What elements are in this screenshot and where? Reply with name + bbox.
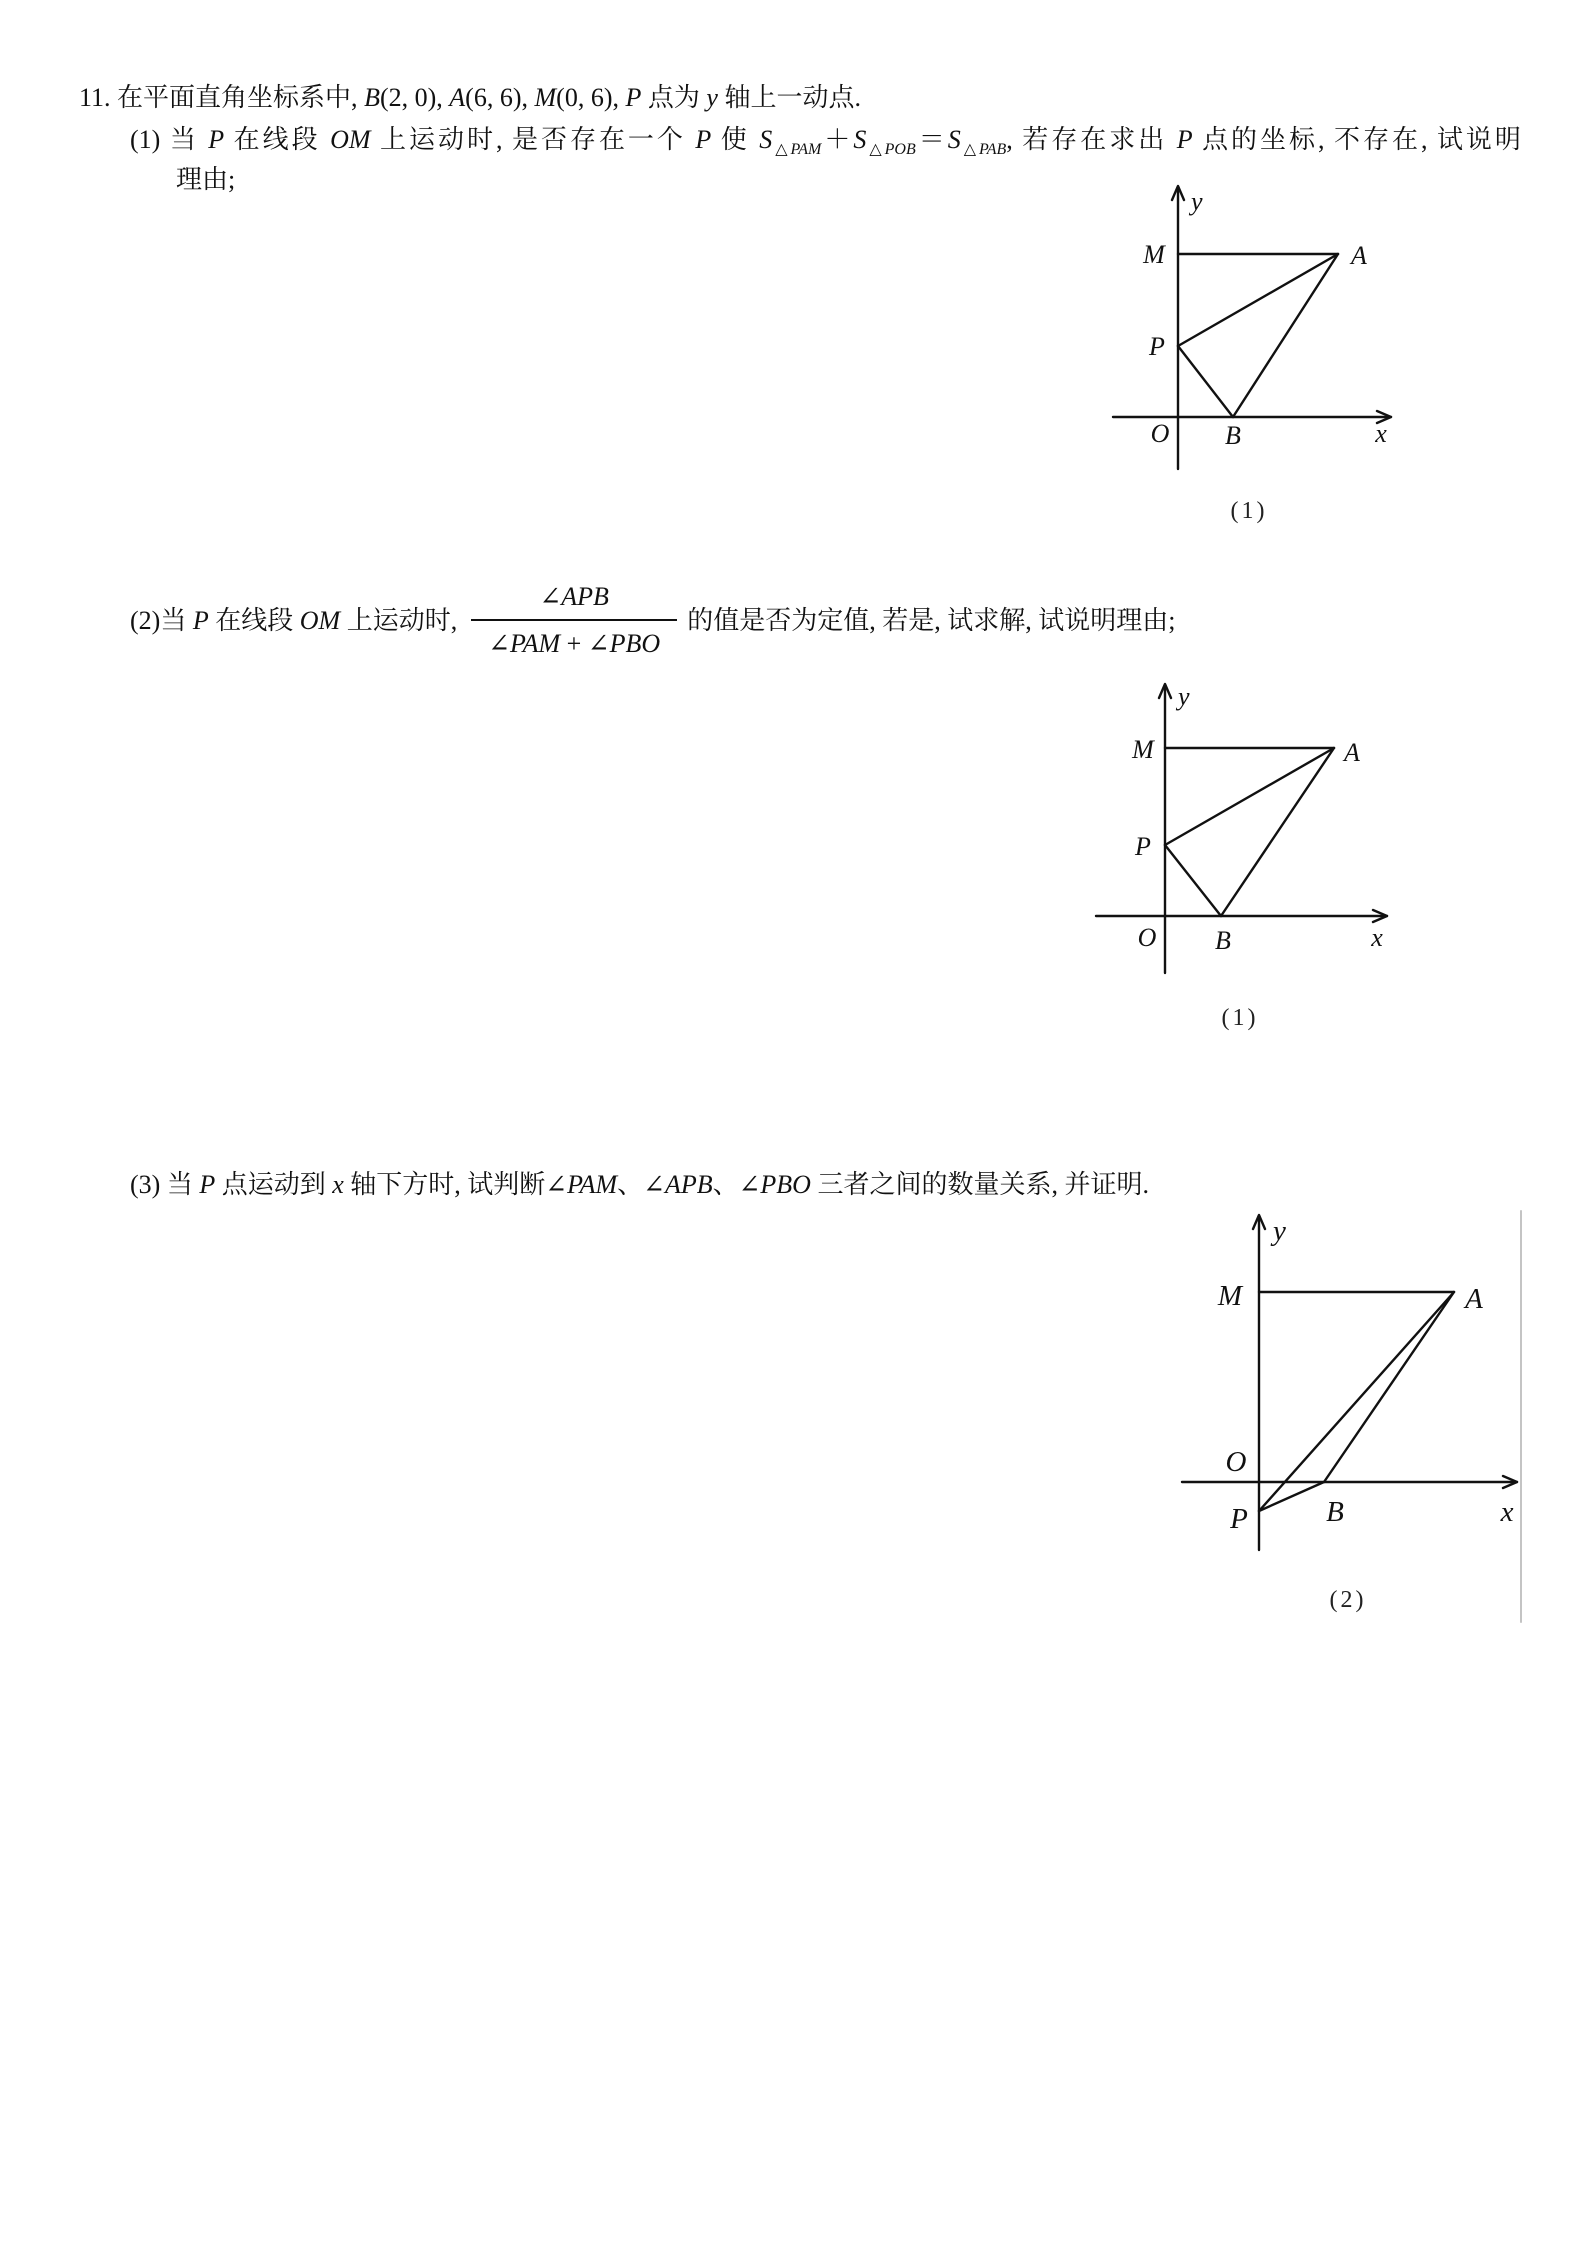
label-origin-O: O (1137, 923, 1157, 952)
label-point-B: B (1326, 1496, 1344, 1528)
segment-PB (1178, 346, 1233, 417)
segment-AB (1233, 254, 1338, 417)
text-run: 在线段 (208, 605, 300, 635)
label-axis-y: y (1273, 1215, 1286, 1247)
text-run: (2, 0), (379, 83, 450, 112)
label-axis-x: x (1371, 923, 1383, 952)
math-symbol: M (534, 83, 557, 112)
text-run: 理由; (176, 165, 236, 194)
text-run: 当 (160, 605, 193, 635)
part-3-label: (3) (130, 1170, 161, 1199)
fraction-numerator (471, 580, 677, 619)
angle-ratio-fraction (471, 580, 677, 661)
text-run: 、∠ (617, 1170, 665, 1199)
label-axis-y: y (1191, 187, 1203, 216)
part-1-text-continued (176, 165, 235, 194)
text-run: ∠ (539, 582, 562, 611)
label-point-P: P (1149, 332, 1165, 361)
text-run: △ (772, 141, 791, 158)
part-2-text-before (160, 603, 457, 639)
math-symbol: P (1176, 125, 1193, 154)
math-symbol: APB (561, 582, 609, 611)
math-symbol: P (625, 83, 642, 112)
text-run: 当 (160, 1170, 200, 1199)
text-run: ＝ (915, 125, 948, 154)
math-symbol: S (759, 125, 773, 154)
part-1-line-1 (130, 122, 1521, 158)
problem-stem (79, 80, 861, 116)
text-run: 轴下方时, 试判断∠ (343, 1170, 568, 1199)
label-point-P: P (1230, 1503, 1248, 1535)
label-point-M: M (1143, 240, 1165, 269)
label-point-A: A (1351, 241, 1367, 270)
text-run: 轴上一动点. (717, 83, 861, 112)
text-run: ∠ (488, 629, 511, 658)
math-symbol: P (208, 125, 225, 154)
part-1-label: (1) (130, 125, 161, 154)
text-run: + (560, 629, 588, 658)
label-axis-x: x (1500, 1496, 1514, 1528)
math-symbol: OM (330, 125, 371, 154)
label-point-B: B (1225, 421, 1241, 450)
segment-PA (1165, 748, 1334, 845)
math-symbol: S (853, 125, 867, 154)
text-run: ＋ (821, 125, 854, 154)
math-symbol: OM (299, 605, 341, 635)
segment-PB (1259, 1482, 1324, 1511)
segment-PA (1178, 254, 1338, 346)
text-run: △ (866, 141, 885, 158)
segment-PA (1259, 1292, 1454, 1511)
text-run: 在平面直角坐标系中, (110, 83, 365, 112)
label-point-M: M (1217, 1280, 1243, 1312)
math-symbol: P (192, 605, 209, 635)
figure-caption: (2) (1329, 1587, 1367, 1613)
figure-2 (1080, 670, 1400, 1035)
part-1-line-2 (176, 162, 235, 198)
label-point-A: A (1344, 738, 1360, 767)
text-run: (0, 6), (556, 83, 626, 112)
math-symbol: P (199, 1170, 216, 1199)
text-run: (6, 6), (465, 83, 535, 112)
text-run: 在线段 (224, 125, 331, 154)
math-symbol: PAM (510, 629, 561, 658)
label-point-A: A (1465, 1283, 1483, 1315)
math-symbol: PAM (567, 1170, 618, 1199)
text-run: 点为 (641, 83, 707, 112)
label-axis-y: y (1178, 682, 1190, 711)
part-3-line (130, 1167, 1149, 1203)
text-run: , 若存在求出 (1006, 125, 1177, 154)
math-symbol: PBO (609, 629, 661, 658)
part-1-text (160, 125, 1521, 158)
figure-1 (1100, 180, 1400, 530)
math-symbol: APB (664, 1170, 713, 1199)
segment-AB (1324, 1292, 1454, 1482)
math-symbol: y (706, 83, 718, 112)
figure-caption: (1) (1221, 1005, 1259, 1031)
text-run: △ (960, 141, 979, 158)
label-point-M: M (1132, 735, 1154, 764)
text-run: 的值是否为定值, 若是, 试求解, 试说明理由; (687, 605, 1176, 635)
figure-3 (1160, 1200, 1540, 1630)
label-point-P: P (1135, 832, 1151, 861)
text-run: 上运动时, 是否存在一个 (370, 125, 696, 154)
problem-stem-text (111, 83, 861, 112)
text-run: ∠ (587, 629, 610, 658)
label-axis-x: x (1375, 419, 1387, 448)
math-symbol: PBO (760, 1170, 811, 1199)
math-symbol: A (449, 83, 466, 112)
text-run: 三者之间的数量关系, 并证明. (810, 1170, 1149, 1199)
text-run: 点运动到 (215, 1170, 333, 1199)
label-point-B: B (1215, 926, 1231, 955)
text-run: 点的坐标, 不存在, 试说明 (1192, 125, 1521, 154)
figure-caption: (1) (1230, 498, 1268, 524)
text-run: 使 (711, 125, 760, 154)
part-3-text (160, 1170, 1149, 1199)
label-origin-O: O (1225, 1446, 1247, 1478)
part-2-line (130, 580, 1175, 661)
math-symbol: x (332, 1170, 344, 1199)
math-symbol: P (695, 125, 712, 154)
text-run: 上运动时, (340, 605, 458, 635)
label-origin-O: O (1150, 419, 1170, 448)
math-symbol: PAB (979, 141, 1007, 158)
math-symbol: S (947, 125, 961, 154)
part-2-text-after (687, 603, 1175, 639)
text-run: 当 (160, 125, 209, 154)
math-symbol: B (364, 83, 380, 112)
part-2-label: (2) (130, 605, 161, 635)
problem-number: 11. (79, 83, 111, 112)
segment-PB (1165, 845, 1221, 916)
fraction-denominator (471, 621, 677, 661)
math-symbol: POB (884, 141, 916, 158)
segment-AB (1221, 748, 1334, 916)
math-symbol: PAM (790, 141, 822, 158)
text-run: 、∠ (712, 1170, 761, 1199)
